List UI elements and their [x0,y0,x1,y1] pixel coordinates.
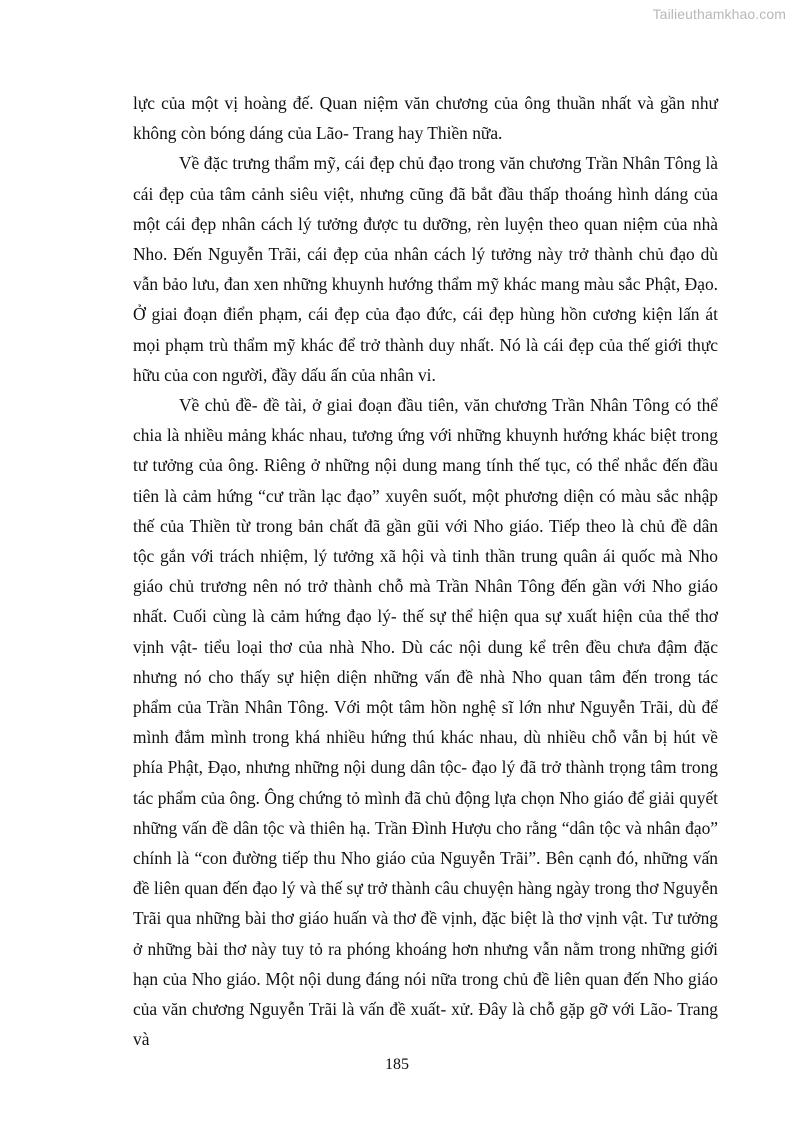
page-body [133,88,718,1055]
paragraph-2: Về đặc trưng thẩm mỹ, cái đẹp chủ đạo trong văn chương Trần Nhân Tông là cái đẹp của tâm cảnh siêu việt, nhưng cũng đã bắt đầu thấp thoáng hình dáng của một cái đẹp nhân cách lý tưởng được tu dưỡng, rèn luyện theo quan niệm của nhà Nho. Đến Nguyễn Trãi, cái đẹp của nhân cách lý tưởng này trở thành chủ đạo dù vẫn bảo lưu, đan xen những khuynh hướng thẩm mỹ khác mang màu sắc Phật, Đạo. Ở giai đoạn điển phạm, cái đẹp của đạo đức, cái đẹp hùng hồn cương kiện lấn át mọi phạm trù thẩm mỹ khác để trở thành duy nhất. Nó là cái đẹp của thế giới thực hữu của con người, đầy dấu ấn của nhân vi. [133,153,718,385]
paragraph-3: Về chủ đề- đề tài, ở giai đoạn đầu tiên, văn chương Trần Nhân Tông có thể chia là nhiều mảng khác nhau, tương ứng với những khuynh hướng khác biệt trong tư tưởng của ông. Riêng ở những nội dung mang tính thế tục, có thể nhắc đến đầu tiên là cảm hứng “cư trần lạc đạo” xuyên suốt, một phương diện có màu sắc nhập thế của Thiền từ trong bản chất đã gần gũi với Nho giáo. Tiếp theo là chủ đề dân tộc gắn với trách nhiệm, lý tưởng xã hội và tinh thần trung quân ái quốc mà Nho giáo chủ trương nên nó trở thành chỗ mà Trần Nhân Tông đến gần với Nho giáo nhất. Cuối cùng là cảm hứng đạo lý- thế sự thể hiện qua sự xuất hiện của thể thơ vịnh vật- tiểu loại thơ của nhà Nho. Dù các nội dung kể trên đều chưa đậm đặc nhưng nó cho thấy sự hiện diện những vấn đề nhà Nho quan tâm đến trong tác phẩm của Trần Nhân Tông. Với một tâm hồn nghệ sĩ lớn như Nguyễn Trãi, dù để mình đắm mình trong khá nhiều hứng thú khác nhau, dù nhiều chỗ vẫn bị hút về phía Phật, Đạo, nhưng những nội dung dân tộc- đạo lý đã trở thành trọng tâm trong tác phẩm của ông. Ông chứng tỏ mình đã chủ động lựa chọn Nho giáo để giải quyết những vấn đề dân tộc và thiên hạ. Trần Đình Hượu cho rằng “dân tộc và nhân đạo” chính là “con đường tiếp thu Nho giáo của Nguyễn Trãi”. Bên cạnh đó, những vấn đề liên quan đến đạo lý và thế sự trở thành câu chuyện hàng ngày trong thơ Nguyễn Trãi qua những bài thơ giáo huấn và thơ đề vịnh, đặc biệt là thơ vịnh vật. Tư tưởng ở những bài thơ này tuy tỏ ra phóng khoáng hơn nhưng vẫn nằm trong những giới hạn của Nho giáo. Một nội dung đáng nói nữa trong chủ đề liên quan đến Nho giáo của văn chương Nguyễn Trãi là vấn đề xuất- xử. Đây là chỗ gặp gỡ với Lão- Trang và [133,395,718,1050]
paragraph-1: lực của một vị hoàng đế. Quan niệm văn chương của ông thuần nhất và gần như không còn bóng dáng của Lão- Trang hay Thiền nữa. [133,93,718,144]
page-number: 185 [385,1056,409,1073]
watermark: Tailieuthamkhao.com [652,6,786,22]
